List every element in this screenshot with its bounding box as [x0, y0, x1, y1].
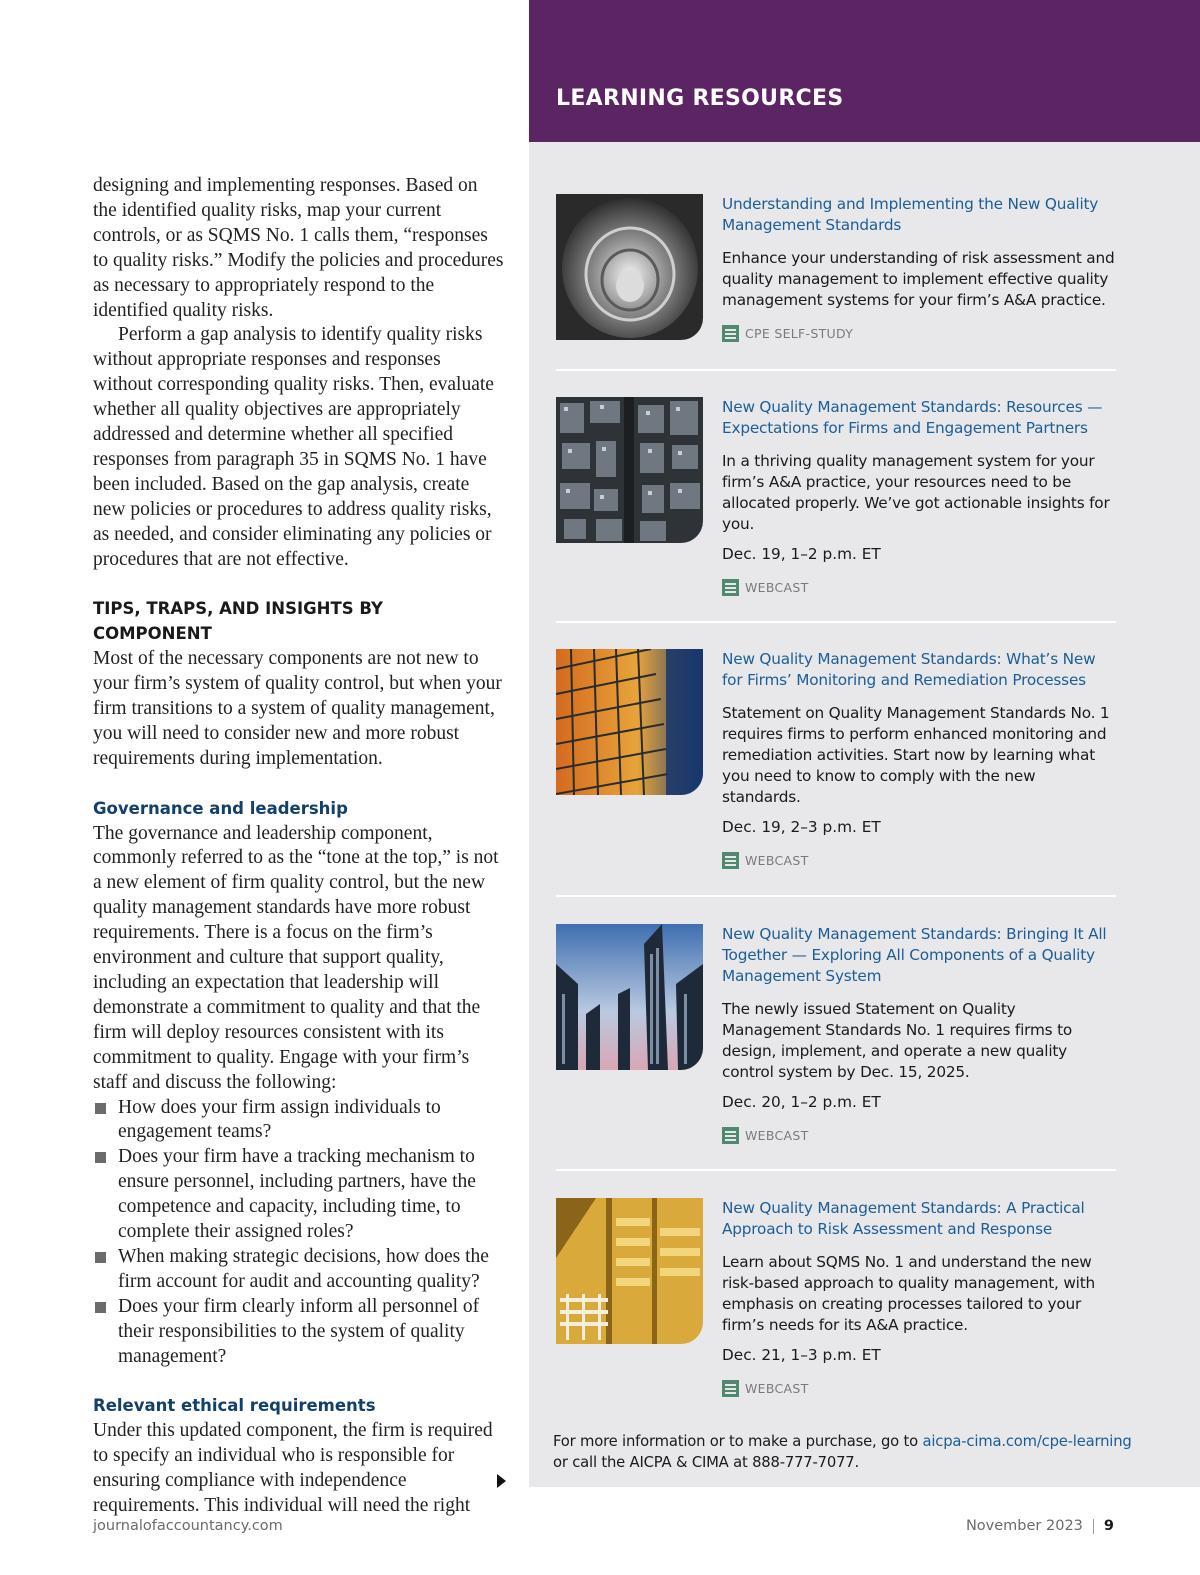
resource-thumbnail-metal-cylinder [556, 194, 703, 340]
page-number: 9 [1103, 1518, 1114, 1534]
resource-description: The newly issued Statement on Quality Management Standards No. 1 requires firms to design, implement, and operate a new quality control system by Dec. 15, 2025. [722, 1000, 1073, 1081]
resource-type-label: WEBCAST [745, 580, 809, 595]
panel-title: LEARNING RESOURCES [556, 86, 844, 111]
resource-title-link[interactable]: New Quality Management Standards: Bringing It All Together — Exploring All Components of a Quality Management System [722, 925, 1107, 985]
list-item-text: How does your firm assign individuals to engagement teams? [118, 1096, 441, 1143]
bullet-list [93, 1096, 505, 1370]
list-item [93, 1245, 505, 1295]
divider [556, 369, 1116, 371]
document-icon [722, 852, 739, 869]
document-icon [722, 1127, 739, 1144]
article-paragraph: designing and implementing responses. Based on the identified quality risks, map your current controls, or as SQMS No. 1 calls them, “responses to quality risks.” Modify the policies and procedures as necessary to appropriately respond to the identified quality risks. [93, 175, 504, 321]
list-item-text: When making strategic decisions, how does the firm account for audit and accounting quality? [118, 1245, 489, 1292]
article-body [93, 174, 505, 1519]
resource-thumbnail-glass-facade [556, 649, 703, 795]
list-item [93, 1145, 505, 1245]
document-icon [722, 325, 739, 342]
resource-description: Statement on Quality Management Standards No. 1 requires firms to perform enhanced monitoring and remediation activities. Start now by learning what you need to know to comply with the new standards. [722, 704, 1110, 806]
article-paragraph: Perform a gap analysis to identify quality risks without appropriate responses and responses without corresponding quality risks. Then, evaluate whether all quality objectives are appropriately addressed and determine whether all specified responses from paragraph 35 in SQMS No. 1 have been included. Based on the gap analysis, create new policies or procedures to address quality risks, as needed, and consider eliminating any policies or procedures that are not effective. [93, 324, 494, 570]
panel-header [529, 0, 1200, 142]
learning-resources-panel [529, 0, 1200, 1487]
section-heading-governance: Governance and leadership [93, 798, 348, 818]
resource-title-link[interactable]: New Quality Management Standards: What’s New for Firms’ Monitoring and Remediation Processes [722, 650, 1096, 689]
resource-type [722, 325, 1116, 342]
resource-thumbnail-skyscrapers [556, 924, 703, 1070]
article-paragraph: Under this updated component, the firm is required to specify an individual who is responsible for ensuring compliance with independence requirements. This individual will need the right [93, 1420, 493, 1516]
resource-type [722, 1380, 1116, 1397]
issue-date: November 2023 [965, 1518, 1083, 1534]
resource-type-label: WEBCAST [745, 1128, 809, 1143]
resource-type-label: CPE SELF-STUDY [745, 326, 854, 341]
list-item-text: Does your firm have a tracking mechanism to ensure personnel, including partners, have the competence and capacity, including time, to complete their assigned roles? [118, 1146, 476, 1243]
document-icon [722, 579, 739, 596]
article-paragraph: Most of the necessary components are not new to your firm’s system of quality control, but when your firm transitions to a system of quality management, you will need to consider new and more robust requirements during implementation. [93, 648, 502, 769]
resource-title-link[interactable]: New Quality Management Standards: Resources — Expectations for Firms and Engagement Partners [722, 398, 1103, 437]
resource-description: In a thriving quality management system for your firm’s A&A practice, your resources need to be allocated properly. We’ve got actionable insights for you. [722, 452, 1110, 533]
purchase-info [553, 1431, 1153, 1473]
site-url: journalofaccountancy.com [93, 1518, 283, 1534]
resource-type-label: WEBCAST [745, 853, 809, 868]
resource-date: Dec. 20, 1–2 p.m. ET [722, 1093, 881, 1111]
divider [556, 895, 1116, 897]
resource-date: Dec. 21, 1–3 p.m. ET [722, 1346, 881, 1364]
purchase-info-prefix: For more information or to make a purchase, go to [553, 1433, 923, 1450]
square-bullet-icon [95, 1252, 106, 1263]
resource-thumbnail-yellow-stairs [556, 1198, 703, 1344]
resource-type [722, 1127, 1116, 1144]
square-bullet-icon [95, 1103, 106, 1114]
list-item-text: Does your firm clearly inform all personnel of their responsibilities to the system of quality management? [118, 1295, 480, 1367]
divider [556, 621, 1116, 623]
cpe-learning-link[interactable]: aicpa-cima.com/cpe-learning [922, 1433, 1132, 1450]
footer-separator [1093, 1519, 1094, 1534]
divider [556, 1169, 1116, 1171]
article-paragraph: The governance and leadership component, commonly referred to as the “tone at the top,” is not a new element of firm quality control, but the new quality management standards have more robust requirements. There is a focus on the firm’s environment and culture that support quality, including an expectation that leadership will demonstrate a commitment to quality and that the firm will deploy resources consistent with its commitment to quality. Engage with your firm’s staff and discuss the following: [93, 822, 499, 1093]
section-heading-tips: TIPS, TRAPS, AND INSIGHTS BY COMPONENT [93, 599, 383, 644]
list-item [93, 1295, 505, 1370]
page-footer-right [966, 1518, 1114, 1534]
resource-type [722, 852, 1116, 869]
purchase-info-suffix: or call the AICPA & CIMA at 888-777-7077. [553, 1454, 860, 1471]
resource-date: Dec. 19, 1–2 p.m. ET [722, 545, 881, 563]
resource-date: Dec. 19, 2–3 p.m. ET [722, 818, 881, 836]
resource-description: Learn about SQMS No. 1 and understand the new risk-based approach to quality management, with emphasis on creating processes tailored to your firm’s needs for its A&A practice. [722, 1253, 1096, 1334]
resource-description: Enhance your understanding of risk assessment and quality management to implement effective quality management systems for your firm’s A&A practice. [722, 249, 1115, 309]
document-icon [722, 1380, 739, 1397]
continue-arrow-icon [497, 1474, 506, 1488]
list-item [93, 1096, 505, 1146]
resource-title-link[interactable]: Understanding and Implementing the New Quality Management Standards [722, 195, 1099, 234]
section-heading-ethics: Relevant ethical requirements [93, 1396, 376, 1416]
resource-title-link[interactable]: New Quality Management Standards: A Practical Approach to Risk Assessment and Response [722, 1199, 1085, 1238]
square-bullet-icon [95, 1302, 106, 1313]
resource-type [722, 579, 1116, 596]
resource-thumbnail-city-aerial [556, 397, 703, 543]
resource-type-label: WEBCAST [745, 1381, 809, 1396]
square-bullet-icon [95, 1152, 106, 1163]
